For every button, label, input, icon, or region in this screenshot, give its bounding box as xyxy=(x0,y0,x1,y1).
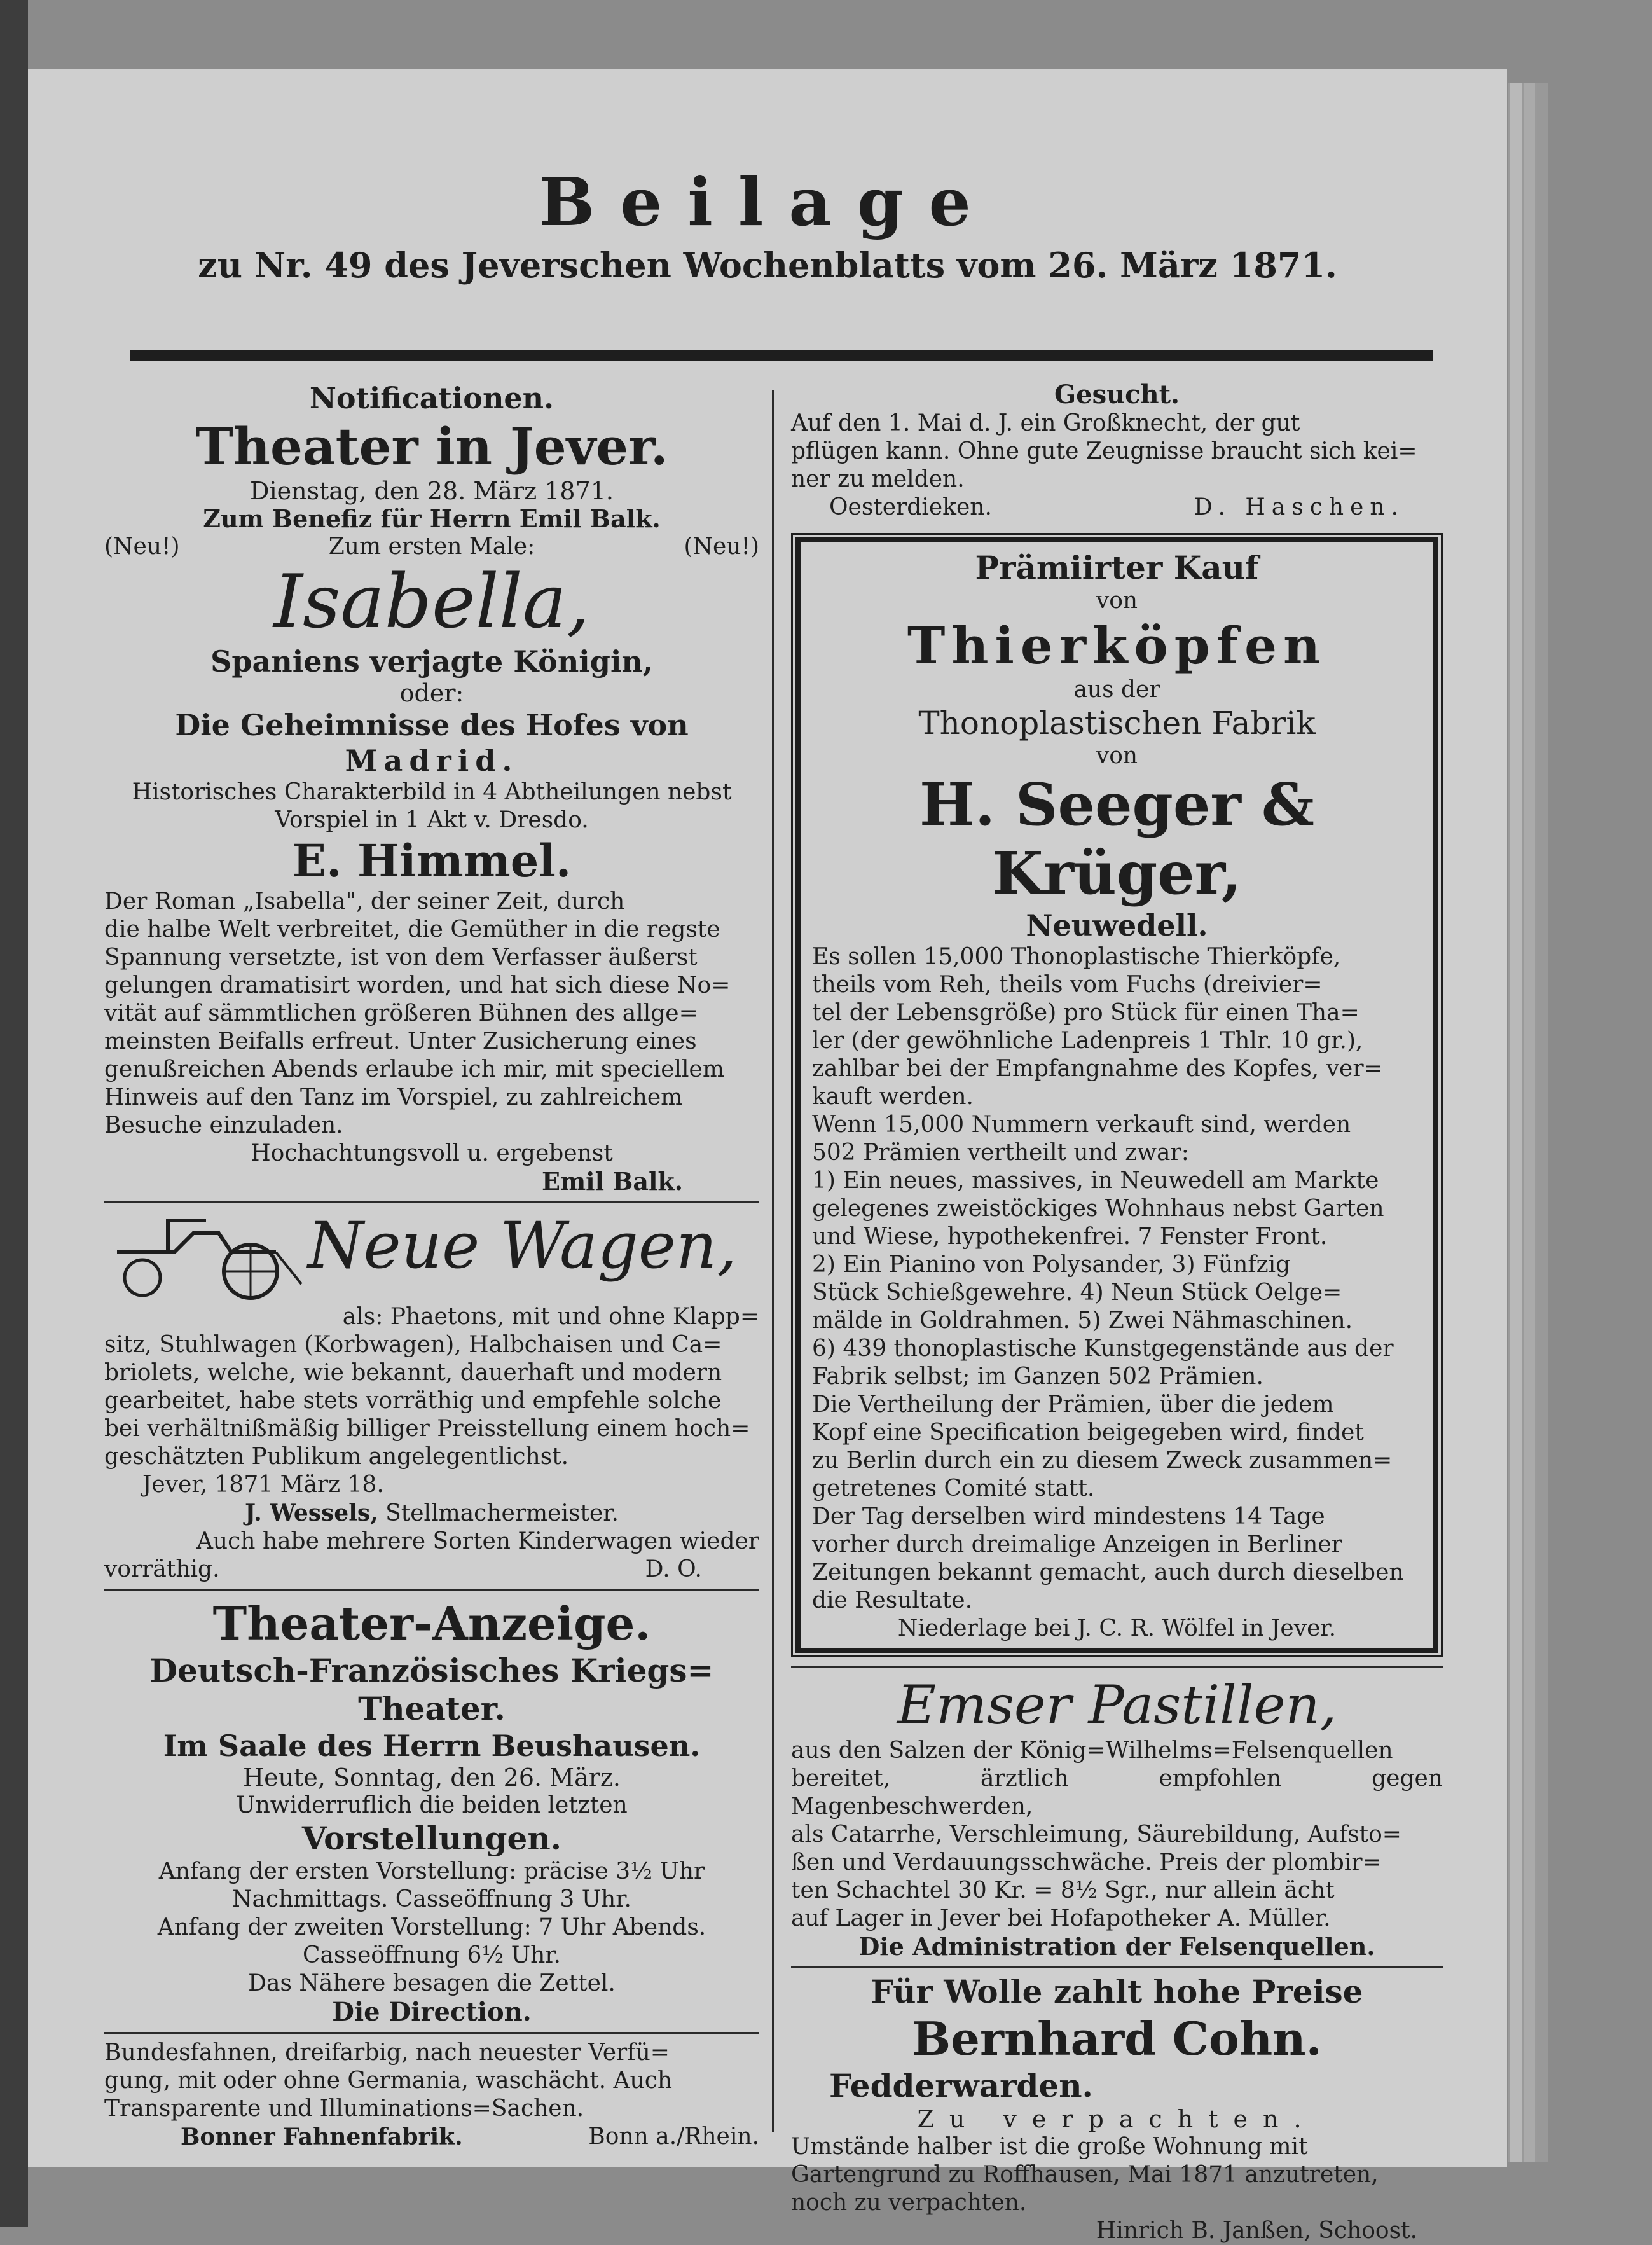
wagon-date: Jever, 1871 März 18. xyxy=(142,1472,384,1498)
body-line: Auch habe mehrere Sorten Kinderwagen wieder xyxy=(196,1528,759,1554)
body-line: Wenn 15,000 Nummern verkauft sind, werden xyxy=(812,1112,1351,1138)
anzeige-direction: Die Direction. xyxy=(332,1997,532,2027)
play-title: Isabella, xyxy=(273,559,590,645)
body-line: mälde in Goldrahmen. 5) Zwei Nähmaschinen. xyxy=(812,1308,1353,1334)
binding-edge xyxy=(0,0,28,2227)
section-header: Notificationen. xyxy=(309,381,554,415)
body-line: zahlbar bei der Empfangnahme des Kopfes, ver= xyxy=(812,1056,1383,1082)
body-line: ler (der gewöhnliche Ladenpreis 1 Thlr. 10 gr.), xyxy=(812,1028,1363,1054)
ad-city: Neuwedell. xyxy=(1026,908,1208,943)
anzeige-vorstellungen: Vorstellungen. xyxy=(301,1820,562,1857)
body-line: 502 Prämien vertheilt und zwar: xyxy=(812,1140,1189,1166)
pacht-title: Zu verpachten. xyxy=(917,2105,1317,2133)
benefit-line: Zum Benefiz für Herrn Emil Balk. xyxy=(203,504,661,533)
ad-body xyxy=(812,943,1422,1643)
body-line: Casseöffnung 6½ Uhr. xyxy=(302,1942,561,1968)
ad-company: H. Seeger & Krüger, xyxy=(919,770,1314,908)
body-line: sitz, Stuhlwagen (Korbwagen), Halbchaisen und Ca= xyxy=(104,1332,722,1358)
wolle-place: Fedderwarden. xyxy=(829,2067,1093,2104)
ad-heading: Thonoplastischen Fabrik xyxy=(918,705,1316,742)
oder-label: oder: xyxy=(399,679,464,707)
body-line: pflügen kann. Ohne gute Zeugnisse braucht sich kei= xyxy=(791,438,1417,464)
body-line: Der Roman „Isabella", der seiner Zeit, durch xyxy=(104,888,625,915)
body-line: 1) Ein neues, massives, in Neuwedell am Markte xyxy=(812,1168,1379,1194)
fahnen-ad xyxy=(104,2039,759,2151)
body-line: 2) Ein Pianino von Polysander, 3) Fünfzig xyxy=(812,1252,1291,1278)
left-column xyxy=(104,380,759,2151)
anzeige-body xyxy=(104,1858,759,1998)
body-line: Anfang der ersten Vorstellung: präcise 3½ Uhr xyxy=(158,1858,705,1884)
wagon-trade: Stellmachermeister. xyxy=(385,1500,619,1526)
neu-label: (Neu!) xyxy=(684,534,759,560)
body-line: Hinweis auf den Tanz im Vorspiel, zu zahlreichem xyxy=(104,1084,683,1110)
fahnen-city: Bonn a./Rhein. xyxy=(588,2124,759,2150)
masthead-rule xyxy=(130,350,1433,361)
body-line: Auf den 1. Mai d. J. ein Großknecht, der gut xyxy=(791,410,1300,436)
body-line: geschätzten Publikum angelegentlichst. xyxy=(104,1444,569,1470)
body-line: Nachmittags. Casseöffnung 3 Uhr. xyxy=(232,1886,631,1912)
fahnen-name: Bonner Fahnenfabrik. xyxy=(181,2124,463,2150)
theater-body xyxy=(104,888,759,1140)
wagon-signature xyxy=(104,1499,759,1528)
body-line: ßen und Verdauungsschwäche. Preis der plombir= xyxy=(791,1849,1382,1875)
premiere-line xyxy=(104,533,759,561)
divider xyxy=(791,1966,1443,1968)
first-time-label: Zum ersten Male: xyxy=(328,534,535,560)
body-line: Das Nähere besagen die Zettel. xyxy=(248,1970,616,1996)
body-line: Fabrik selbst; im Ganzen 502 Prämien. xyxy=(812,1364,1263,1390)
newspaper-page xyxy=(28,69,1507,2244)
neu-label: (Neu!) xyxy=(104,534,180,560)
body-line: Die Vertheilung der Prämien, über die jedem xyxy=(812,1392,1334,1418)
body-line: gelungen dramatisirt worden, und hat sich diese No= xyxy=(104,972,731,998)
body-line: aus den Salzen der König=Wilhelms=Felsenquellen xyxy=(791,1737,1393,1764)
theater-anzeige-title: Theater-Anzeige. xyxy=(212,1596,651,1650)
body-line: noch zu verpachten. xyxy=(791,2190,1027,2216)
wagon-name: J. Wessels, xyxy=(245,1500,378,1526)
ad-headline: Thierköpfen xyxy=(907,616,1327,675)
masthead-subtitle: zu Nr. 49 des Jeverschen Wochenblatts vom 26. März 1871. xyxy=(198,245,1337,286)
signature: Emil Balk. xyxy=(541,1167,683,1196)
gesucht-title: Gesucht. xyxy=(1054,380,1180,410)
body-line: Kopf eine Specification beigegeben wird, findet xyxy=(812,1420,1364,1446)
play-subtitle: Spaniens verjagte Königin, xyxy=(210,644,653,679)
emser-admin: Die Administration der Felsenquellen. xyxy=(858,1932,1375,1961)
body-line: die halbe Welt verbreitet, die Gemüther in die regste xyxy=(104,916,720,943)
body-line: vität auf sämmtlichen größeren Bühnen des allge= xyxy=(104,1000,698,1026)
wagon-title: Neue Wagen, xyxy=(308,1208,738,1283)
body-line: Der Tag derselben wird mindestens 14 Tage xyxy=(812,1503,1325,1530)
body-line: vorher durch dreimalige Anzeigen in Berliner xyxy=(812,1531,1342,1558)
thierkoepfe-ad xyxy=(791,533,1443,1657)
ad-footer: Niederlage bei J. C. R. Wölfel in Jever. xyxy=(897,1615,1337,1641)
carriage-illustration xyxy=(104,1208,308,1303)
ad-connector: aus der xyxy=(1073,677,1160,703)
page-edge xyxy=(1522,83,1535,2162)
body-line: gung, mit oder ohne Germania, waschächt. Auch xyxy=(104,2068,673,2094)
body-line: gelegenes zweistöckiges Wohnhaus nebst Garten xyxy=(812,1196,1384,1222)
body-line: die Resultate. xyxy=(812,1587,973,1613)
play-description: Historisches Charakterbild in 4 Abtheilungen nebst xyxy=(132,779,732,805)
anzeige-subtitle: Theater. xyxy=(358,1690,506,1727)
wolle-name: Bernhard Cohn. xyxy=(912,2012,1322,2066)
body-line: ten Schachtel 30 Kr. = 8½ Sgr., nur allein ächt xyxy=(791,1877,1335,1903)
body-line: tel der Lebensgröße) pro Stück für einen Tha= xyxy=(812,1000,1359,1026)
body-line: Transparente und Illuminations=Sachen. xyxy=(104,2096,584,2122)
anzeige-last: Unwiderruflich die beiden letzten xyxy=(236,1792,628,1818)
body-line: kauft werden. xyxy=(812,1084,974,1110)
divider xyxy=(104,1589,759,1591)
body-line: briolets, welche, wie bekannt, dauerhaft und modern xyxy=(104,1360,722,1386)
body-line: Es sollen 15,000 Thonoplastische Thierköpfe, xyxy=(812,944,1341,970)
body-line: zu Berlin durch ein zu diesem Zweck zusammen= xyxy=(812,1447,1393,1474)
body-line: vorräthig. xyxy=(104,1556,220,1582)
play-subtitle-3: Madrid. xyxy=(345,743,519,778)
body-line: 6) 439 thonoplastische Kunstgegenstände aus der xyxy=(812,1336,1394,1362)
ad-connector: von xyxy=(1096,588,1138,614)
wolle-heading: Für Wolle zahlt hohe Preise xyxy=(871,1973,1363,2010)
body-line: meinsten Beifalls erfreut. Unter Zusicherung eines xyxy=(104,1028,697,1054)
page-edge xyxy=(1535,83,1548,2162)
ad-connector: von xyxy=(1096,743,1138,769)
anzeige-subtitle: Deutsch-Französisches Kriegs= xyxy=(149,1652,714,1689)
wagon-initials: D. O. xyxy=(645,1556,702,1582)
body-line: bei verhältnißmäßig billiger Preisstellung einem hoch= xyxy=(104,1416,750,1442)
emser-title: Emser Pastillen, xyxy=(897,1674,1337,1736)
body-line: Besuche einzuladen. xyxy=(104,1112,343,1138)
ad-heading: Prämiirter Kauf xyxy=(975,549,1259,586)
masthead xyxy=(28,164,1507,287)
divider xyxy=(791,1666,1443,1668)
pacht-body xyxy=(791,2133,1443,2217)
body-line: gearbeitet, habe stets vorräthig und empfehle solche xyxy=(104,1388,722,1414)
wagon-body xyxy=(104,1303,759,1584)
right-column xyxy=(791,380,1443,2245)
body-line: Zeitungen bekannt gemacht, auch durch dieselben xyxy=(812,1559,1404,1585)
play-description: Vorspiel in 1 Akt v. Dresdo. xyxy=(275,807,589,833)
body-line: genußreichen Abends erlaube ich mir, mit speciellem xyxy=(104,1056,724,1082)
body-line: Gartengrund zu Roffhausen, Mai 1871 anzutreten, xyxy=(791,2162,1379,2188)
regards: Hochachtungsvoll u. ergebenst xyxy=(251,1140,613,1166)
anzeige-date: Heute, Sonntag, den 26. März. xyxy=(243,1764,621,1792)
body-line: theils vom Reh, theils vom Fuchs (dreivier= xyxy=(812,972,1323,998)
body-line: als Catarrhe, Verschleimung, Säurebildung, Aufsto= xyxy=(791,1821,1401,1848)
column-divider xyxy=(772,390,774,2132)
gesucht-name: D. Haschen. xyxy=(1194,494,1405,520)
masthead-title: Beilage xyxy=(539,163,996,241)
body-line: als: Phaetons, mit und ohne Klapp= xyxy=(342,1304,759,1330)
play-author: E. Himmel. xyxy=(292,834,572,887)
body-line: Stück Schießgewehre. 4) Neun Stück Oelge= xyxy=(812,1280,1342,1306)
gesucht-footer xyxy=(791,494,1443,522)
wagon-footer xyxy=(104,1556,759,1584)
body-line: bereitet, ärztlich empfohlen gegen Magenbeschwerden, xyxy=(791,1765,1443,1820)
date-line: Dienstag, den 28. März 1871. xyxy=(250,477,614,505)
body-line: und Wiese, hypothekenfrei. 7 Fenster Front. xyxy=(812,1224,1328,1250)
divider xyxy=(104,1201,759,1203)
anzeige-place: Im Saale des Herrn Beushausen. xyxy=(163,1729,701,1763)
body-line: Umstände halber ist die große Wohnung mit xyxy=(791,2134,1308,2160)
pacht-name: Hinrich B. Janßen, Schoost. xyxy=(1096,2218,1417,2244)
body-line: auf Lager in Jever bei Hofapotheker A. Müller. xyxy=(791,1905,1331,1931)
emser-body xyxy=(791,1737,1443,1933)
theater-title: Theater in Jever. xyxy=(195,417,668,476)
page-edge xyxy=(1508,83,1522,2162)
gesucht-body xyxy=(791,410,1443,522)
body-line: getretenes Comité statt. xyxy=(812,1475,1095,1502)
fahnen-footer xyxy=(104,2123,759,2151)
body-line: Bundesfahnen, dreifarbig, nach neuester Verfü= xyxy=(104,2040,670,2066)
wagon-ad-header xyxy=(104,1208,759,1303)
gesucht-place: Oesterdieken. xyxy=(829,494,992,520)
play-subtitle-2: Die Geheimnisse des Hofes von xyxy=(175,708,689,742)
body-line: Spannung versetzte, ist von dem Verfasser äußerst xyxy=(104,944,698,971)
body-line: Anfang der zweiten Vorstellung: 7 Uhr Abends. xyxy=(157,1914,706,1940)
body-line: ner zu melden. xyxy=(791,466,965,492)
thierkoepfe-frame xyxy=(795,537,1438,1653)
divider xyxy=(104,2032,759,2034)
